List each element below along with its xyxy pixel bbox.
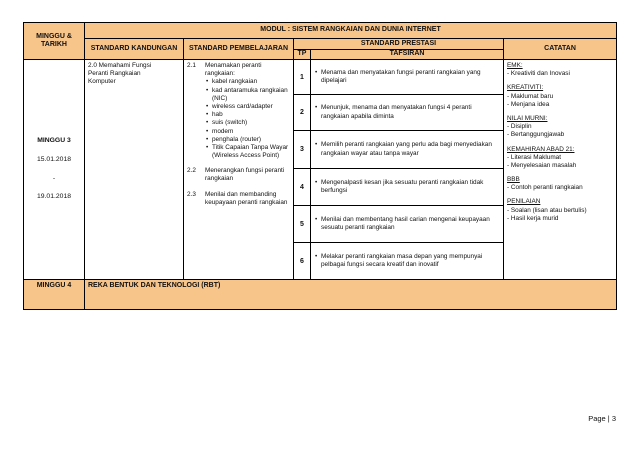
nilai-title: NILAI MURNI: xyxy=(507,114,548,122)
tafsiran-cell xyxy=(311,243,504,280)
sp-item-2-2 xyxy=(187,167,290,183)
standard-pembelajaran-cell xyxy=(184,60,294,280)
device-list-item: • suis (switch) xyxy=(212,119,290,127)
week3-label: MINGGU 3 xyxy=(37,137,71,145)
tafsiran-text: • Menunjuk, menama dan menyatakan fungsi 4 peranti rangkaian apabila diminta xyxy=(321,104,500,120)
header-modul: MODUL : SISTEM RANGKAIAN DAN DUNIA INTERNET xyxy=(85,23,617,39)
catatan-cell xyxy=(504,60,617,280)
sp-item-2-1-text: Menamakan peranti rangkaian: xyxy=(205,62,262,78)
week4-label: MINGGU 4 xyxy=(24,280,85,310)
tafsiran-cell xyxy=(311,131,504,169)
header-tp: TP xyxy=(294,50,311,60)
week3-cell xyxy=(24,60,85,280)
week4-text: REKA BENTUK DAN TEKNOLOGI (RBT) xyxy=(85,280,617,310)
device-list xyxy=(205,78,290,160)
tp-level: 5 xyxy=(294,206,311,243)
header-standard-kandungan: STANDARD KANDUNGAN xyxy=(85,39,184,60)
penilaian-item: - Hasil kerja murid xyxy=(507,214,559,222)
sp-item-2-3-num: 2.3 xyxy=(187,190,196,198)
device-list-item: • penghala (router) xyxy=(212,136,290,144)
penilaian-item: - Soalan (lisan atau bertulis) xyxy=(507,206,587,214)
sp-item-2-1 xyxy=(187,62,290,160)
device-list-item: • kabel rangkaian xyxy=(212,78,290,86)
kreativiti-item: - Menjana idea xyxy=(507,100,550,108)
catatan-emk xyxy=(507,62,613,78)
tp-level: 4 xyxy=(294,169,311,206)
catatan-nilai-murni xyxy=(507,115,613,140)
tp-level: 3 xyxy=(294,131,311,169)
week3-date-start: 15.01.2018 xyxy=(36,155,72,163)
tp-level: 6 xyxy=(294,243,311,280)
tp-level: 1 xyxy=(294,60,311,95)
header-tafsiran: TAFSIRAN xyxy=(311,50,504,60)
kreativiti-title: KREATIVITI: xyxy=(507,84,544,92)
week3-date-end: 19.01.2018 xyxy=(36,193,72,201)
page-number: Page | 3 xyxy=(588,414,616,423)
tafsiran-text: • Melakar peranti rangkaian masa depan yang mempunyai pelbagai fungsi secara kreatif dan inovatif xyxy=(321,253,500,269)
kreativiti-item: - Maklumat baru xyxy=(507,92,554,100)
emk-item: - Kreativiti dan Inovasi xyxy=(507,70,570,78)
tafsiran-cell xyxy=(311,206,504,243)
header-minggu-tarikh: MINGGU & TARIKH xyxy=(24,23,85,60)
device-list-item: • kad antaramuka rangkaian (NIC) xyxy=(212,87,290,103)
tafsiran-text: • Menilai dan membentang hasil carian mengenai keupayaan sesuatu peranti rangkaian xyxy=(321,216,500,232)
device-list-item: • Titik Capaian Tanpa Wayar (Wireless Access Point) xyxy=(212,144,290,160)
tafsiran-text: • Menama dan menyatakan fungsi peranti rangkaian yang dipelajari xyxy=(321,69,500,85)
penilaian-title: PENILAIAN xyxy=(507,198,541,206)
kemahiran-item: - Literasi Maklumat xyxy=(507,153,561,161)
week3-date-dash: - xyxy=(52,174,56,182)
standard-kandungan-cell xyxy=(85,60,184,280)
tafsiran-text: • Memilih peranti rangkaian yang perlu ada bagi menyediakan rangkaian wayar atau tanpa wayar xyxy=(321,141,500,157)
tafsiran-cell xyxy=(311,60,504,95)
lesson-plan-table xyxy=(23,22,617,310)
device-list-item: • hab xyxy=(212,111,290,119)
catatan-kemahiran xyxy=(507,146,613,171)
header-catatan: CATATAN xyxy=(504,39,617,60)
tafsiran-text: • Mengenalpasti kesan jika sesuatu peranti rangkaian tidak berfungsi xyxy=(321,179,500,195)
device-list-item: • modem xyxy=(212,128,290,136)
nilai-item: - Disiplin xyxy=(507,123,532,131)
catatan-penilaian xyxy=(507,198,613,223)
header-standard-pembelajaran: STANDARD PEMBELAJARAN xyxy=(184,39,294,60)
sp-item-2-2-num: 2.2 xyxy=(187,167,196,175)
catatan-bbb xyxy=(507,176,613,192)
sp-item-2-3-text: Menilai dan membanding keupayaan peranti rangkaian xyxy=(205,190,288,206)
tafsiran-cell xyxy=(311,169,504,206)
tafsiran-cell xyxy=(311,95,504,131)
standard-kandungan-text: 2.0 Memahami Fungsi Peranti Rangkaian Komputer xyxy=(88,62,152,86)
kemahiran-item: - Menyelesaian masalah xyxy=(507,161,577,169)
header-standard-prestasi: STANDARD PRESTASI xyxy=(294,39,504,50)
sp-item-2-2-text: Menerangkan fungsi peranti rangkaian xyxy=(205,167,285,183)
catatan-kreativiti xyxy=(507,84,613,109)
tp-level: 2 xyxy=(294,95,311,131)
kemahiran-title: KEMAHIRAN ABAD 21: xyxy=(507,145,575,153)
bbb-title: BBB xyxy=(507,176,520,184)
device-list-item: • wireless card/adapter xyxy=(212,103,290,111)
nilai-item: - Bertanggungjawab xyxy=(507,131,565,139)
sp-item-2-3 xyxy=(187,191,290,207)
sp-item-2-1-num: 2.1 xyxy=(187,62,196,69)
bbb-item: - Contoh peranti rangkaian xyxy=(507,184,583,192)
emk-title: EMK: xyxy=(507,62,523,69)
